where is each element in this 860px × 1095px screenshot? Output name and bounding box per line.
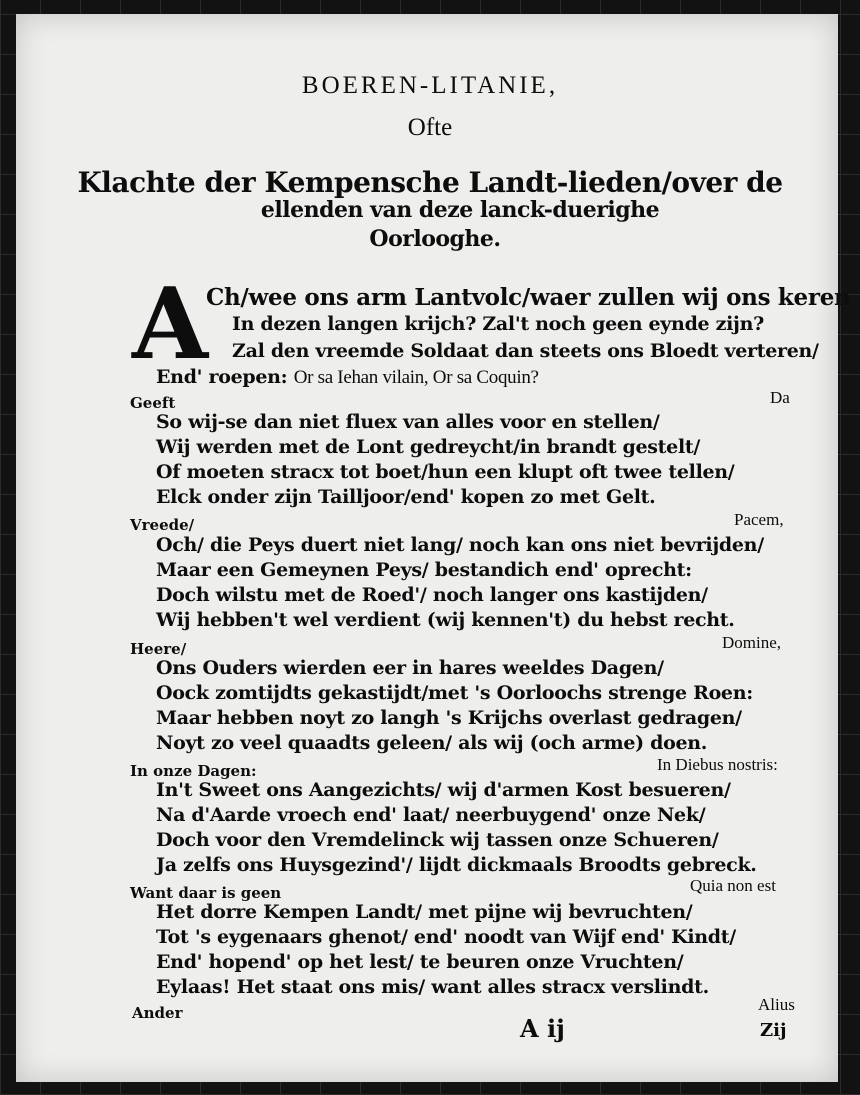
subtitle-line-3: Oorlooghe. <box>369 226 501 252</box>
subtitle-line-2: ellenden van deze lanck-duerighe <box>260 197 660 223</box>
verse-line: Wij werden met de Lont gedreycht/in brandt gestelt/ <box>156 436 700 458</box>
verse-roman: Or sa Iehan vilain, Or sa Coquin? <box>293 367 539 388</box>
verse-line: In dezen langen krijch? Zal't noch geen eynde zijn? <box>232 313 764 335</box>
verse-line: Ons Ouders wierden eer in hares weeldes Dagen/ <box>156 657 664 679</box>
catchword: Heere/ <box>130 640 187 658</box>
verse-line: Eylaas! Het staat ons mis/ want alles stracx verslindt. <box>156 976 709 998</box>
verse-line: Of moeten stracx tot boet/hun een klupt oft twee tellen/ <box>156 461 735 483</box>
verse-line: Doch voor den Vremdelinck wij tassen onze Schueren/ <box>156 829 719 851</box>
margin-note: Pacem, <box>734 510 784 529</box>
verse-line <box>156 366 539 389</box>
catchword: Ander <box>132 1004 183 1022</box>
verse-line: So wij-se dan niet fluex van alles voor en stellen/ <box>156 411 660 433</box>
catchword: Want daar is geen <box>130 884 282 902</box>
verse-line: Ch/wee ons arm Lantvolc/waer zullen wij ons keren <box>206 284 851 311</box>
verse-line: Noyt zo veel quaadts geleen/ als wij (och arme) doen. <box>156 732 708 754</box>
verse-line: Wij hebben't wel verdient (wij kennen't) du hebst recht. <box>156 609 735 631</box>
margin-note: Da <box>770 388 790 407</box>
verse-line: In't Sweet ons Aangezichts/ wij d'armen Kost besueren/ <box>156 779 731 801</box>
catchword: Vreede/ <box>130 516 195 534</box>
verse-line: Oock zomtijdts gekastijdt/met 's Oorloochs strenge Roen: <box>156 682 753 704</box>
verse-line: Elck onder zijn Tailljoor/end' kopen zo met Gelt. <box>156 486 656 508</box>
subtitle-line-1: Klachte der Kempensche Landt-lieden/over de <box>77 166 783 199</box>
drop-cap: A <box>132 267 209 382</box>
verse-line: Na d'Aarde vroech end' laat/ neerbuygend' onze Nek/ <box>156 804 706 826</box>
margin-note: Alius <box>758 995 795 1014</box>
title-conjunction: Ofte <box>407 114 453 141</box>
catchword: Geeft <box>130 394 176 412</box>
verse-line: Maar een Gemeynen Peys/ bestandich end' oprecht: <box>156 559 692 581</box>
verse-line: Zal den vreemde Soldaat dan steets ons Bloedt verteren/ <box>232 340 819 362</box>
verse-line: Maar hebben noyt zo langh 's Krijchs overlast gedragen/ <box>156 707 742 729</box>
catchword: In onze Dagen: <box>130 762 257 780</box>
margin-note: Quia non est <box>690 876 776 895</box>
margin-catchword: Zij <box>760 1020 787 1041</box>
verse-line: Doch wilstu met de Roed'/ noch langer ons kastijden/ <box>156 584 708 606</box>
verse-line: Het dorre Kempen Landt/ met pijne wij bevruchten/ <box>156 901 693 923</box>
verse-prefix: End' roepen: <box>156 366 288 388</box>
margin-note: In Diebus nostris: <box>657 755 778 774</box>
margin-note: Domine, <box>722 633 782 652</box>
page-title: BOEREN-LITANIE, <box>301 72 559 99</box>
verse-line: Tot 's eygenaars ghenot/ end' noodt van Wijf end' Kindt/ <box>156 926 736 948</box>
signature-mark: A ij <box>520 1014 565 1043</box>
verse-line: Ja zelfs ons Huysgezind'/ lijdt dickmaals Broodts gebreck. <box>156 854 757 876</box>
verse-line: Och/ die Peys duert niet lang/ noch kan ons niet bevrijden/ <box>156 534 764 556</box>
verse-line: End' hopend' op het lest/ te beuren onze Vruchten/ <box>156 951 684 973</box>
